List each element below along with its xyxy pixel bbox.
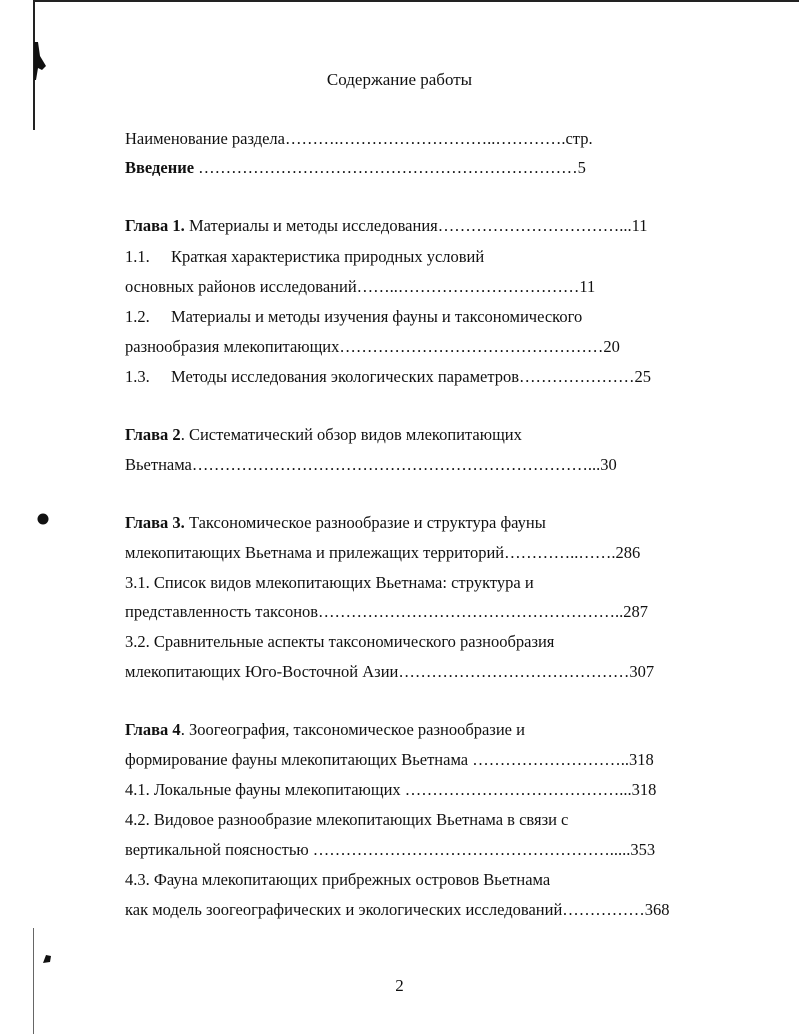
- chapter-1-label: Глава 1.: [125, 216, 185, 235]
- toc-section-4-1: 4.1. Локальные фауны млекопитающих …………………………………...318: [125, 780, 657, 799]
- toc-section-4-2-cont: вертикальной поясностью ……………………………………………….....353: [125, 840, 656, 859]
- chapter-1-title: Материалы и методы исследования……………………………...11: [184, 216, 648, 235]
- chapter-4-label: Глава 4: [125, 720, 181, 739]
- page-number: 2: [395, 976, 404, 995]
- section-1-2-number: 1.2.: [125, 307, 150, 326]
- toc-section-3-1-cont: представленность таксонов………………………………………………..287: [125, 602, 649, 621]
- toc-section-4-3: 4.3. Фауна млекопитающих прибрежных островов Вьетнама: [125, 870, 551, 889]
- toc-section-1-2-cont: разнообразия млекопитающих…………………………………………20: [125, 337, 620, 356]
- chapter-3-label: Глава 3.: [125, 513, 185, 532]
- scan-edge-top: [33, 0, 799, 2]
- chapter-2-label: Глава 2: [125, 425, 181, 444]
- toc-section-3-1: 3.1. Список видов млекопитающих Вьетнама: структура и: [125, 573, 534, 592]
- section-1-3-number: 1.3.: [125, 367, 150, 386]
- toc-chapter-4-cont: формирование фауны млекопитающих Вьетнама ………………………..318: [125, 750, 654, 769]
- toc-chapter-1: [125, 215, 648, 237]
- toc-chapter-3-cont: млекопитающих Вьетнама и прилежащих территорий…………..…….286: [125, 543, 641, 562]
- section-1-3-title: Методы исследования экологических параметров…………………25: [171, 367, 652, 386]
- toc-chapter-3: [125, 512, 546, 534]
- chapter-3-title: Таксономическое разнообразие и структура фауны: [184, 513, 546, 532]
- toc-header-row: Наименование раздела……….………………………..………….стр.: [125, 129, 593, 148]
- section-1-2-title: Материалы и методы изучения фауны и таксономического: [171, 307, 583, 326]
- toc-chapter-4: [125, 719, 525, 741]
- ink-blot-middle: [36, 512, 50, 526]
- intro-dots: ……………………………………………………………5: [194, 158, 586, 177]
- toc-section-1-2: [125, 306, 582, 328]
- toc-section-1-1: [125, 246, 484, 268]
- toc-section-3-2: 3.2. Сравнительные аспекты таксономического разнообразия: [125, 632, 555, 651]
- toc-section-4-3-cont: как модель зоогеографических и экологических исследований……………368: [125, 900, 670, 919]
- toc-intro: [125, 157, 586, 179]
- toc-chapter-2: [125, 424, 522, 446]
- intro-label: Введение: [125, 158, 195, 177]
- section-1-1-number: 1.1.: [125, 247, 150, 266]
- toc-section-1-1-cont: основных районов исследований……..……………………………11: [125, 277, 596, 296]
- toc-section-1-3: [125, 366, 651, 388]
- chapter-4-title: . Зоогеография, таксономическое разнообразие и: [180, 720, 525, 739]
- page-title: Содержание работы: [326, 70, 473, 89]
- chapter-2-title: . Систематический обзор видов млекопитающих: [180, 425, 522, 444]
- toc-section-4-2: 4.2. Видовое разнообразие млекопитающих Вьетнама в связи с: [125, 810, 569, 829]
- section-1-1-title: Краткая характеристика природных условий: [171, 247, 485, 266]
- toc-section-3-2-cont: млекопитающих Юго-Восточной Азии……………………………………307: [125, 662, 655, 681]
- toc-chapter-2-cont: Вьетнама………………………………………………………………...30: [125, 455, 617, 474]
- ink-blot-bottom: [40, 952, 54, 966]
